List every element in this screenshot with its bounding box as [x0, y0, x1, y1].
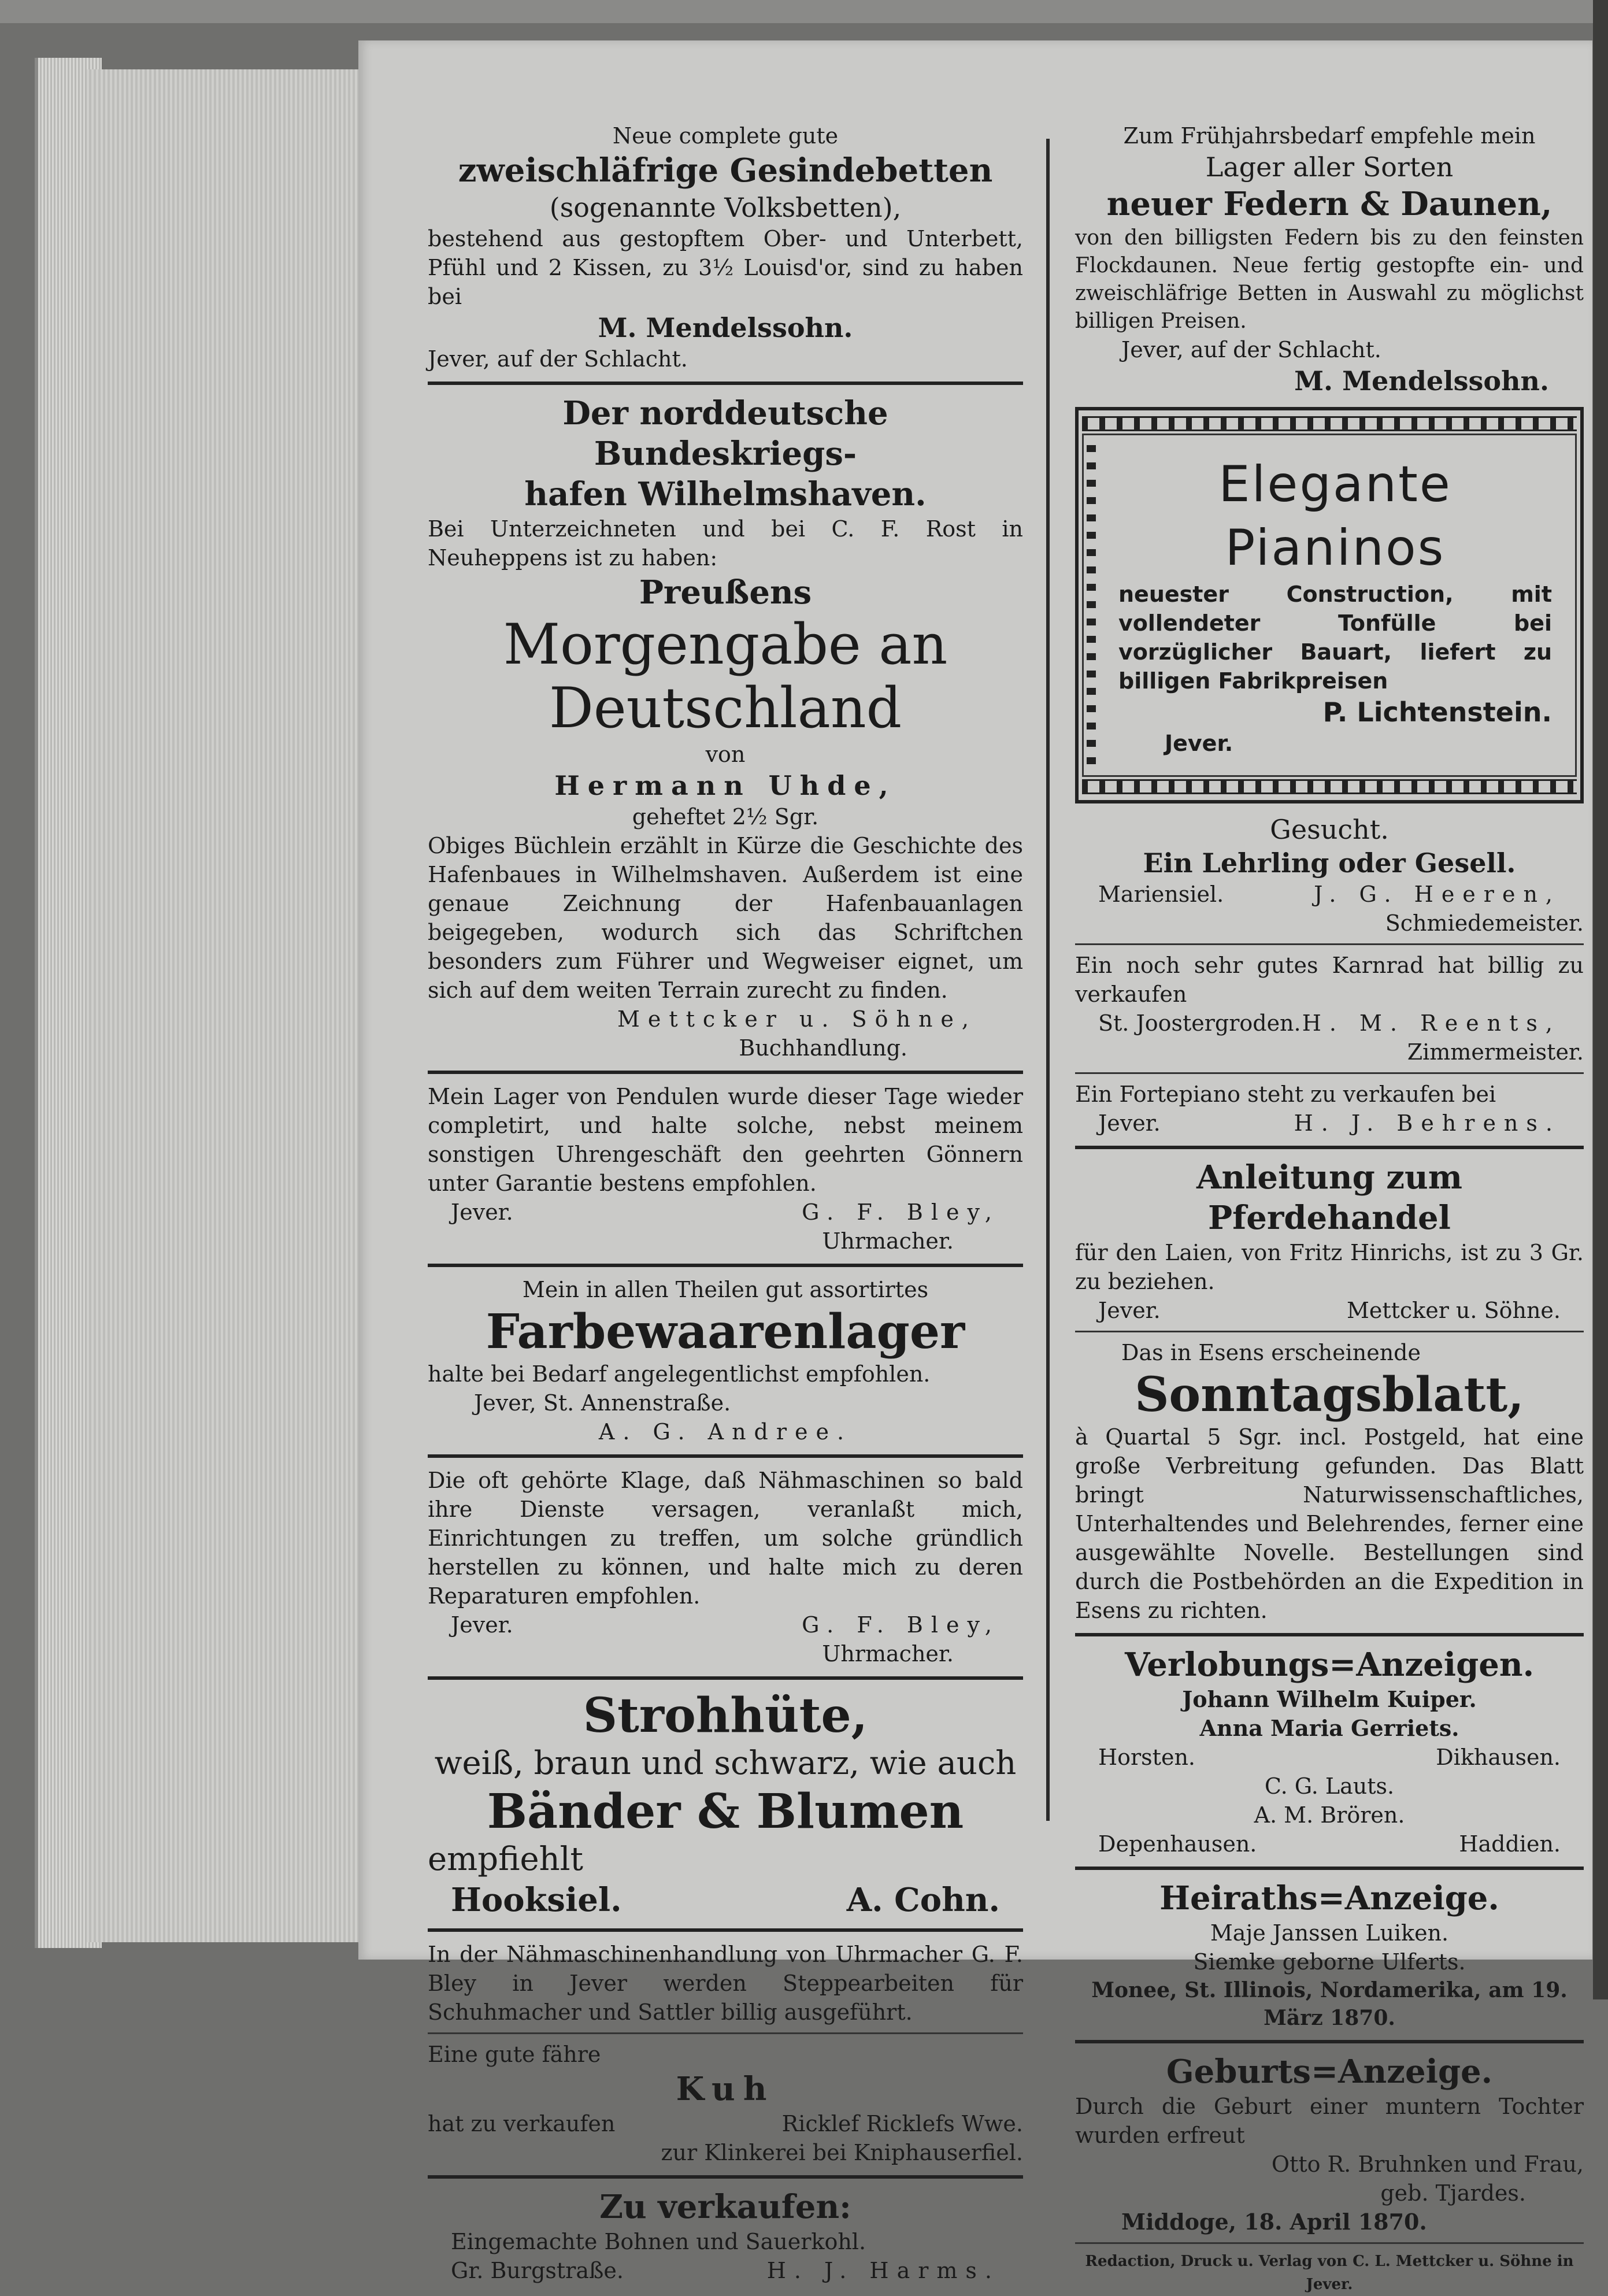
- ad-place: Horsten.: [1098, 1745, 1195, 1770]
- left-column: [428, 121, 1023, 2285]
- ad-name: M. Mendelssohn.: [1294, 365, 1549, 397]
- ad-title: Verlobungs=Anzeigen.: [1124, 1646, 1535, 1684]
- ad-sign-row: [1075, 1009, 1584, 1038]
- ad-place: Jever, St. Annenstraße.: [474, 1390, 731, 1416]
- ad-gesindebetten: [428, 121, 1023, 373]
- ad-federn: [1075, 121, 1584, 398]
- ad-sign-row: [428, 1880, 1023, 1920]
- ad-title: Bänder & Blumen: [487, 1784, 964, 1839]
- ad-line: Zum Frühjahrsbedarf empfehle mein: [1123, 123, 1536, 149]
- ad-text: halte bei Bedarf angelegentlichst empfohlen.: [428, 1361, 931, 1387]
- separator: [428, 382, 1023, 385]
- ornament-border: [1082, 416, 1577, 431]
- ad-naehmaschinen: [428, 1466, 1023, 1668]
- ad-sign-row: [428, 1610, 1023, 1639]
- ad-name: Ricklef Ricklefs Wwe.: [781, 2111, 1023, 2136]
- ad-place: Mariensiel.: [1098, 882, 1224, 907]
- ad-kuh: [428, 2040, 1023, 2167]
- ad-name: J. G. Heeren,: [1314, 882, 1561, 907]
- ad-heirath: [1075, 1878, 1584, 2032]
- separator: [428, 1454, 1023, 1458]
- ad-title: Der norddeutsche Bundeskriegs-: [562, 394, 888, 473]
- ad-trade: Uhrmacher.: [822, 1641, 954, 1667]
- ad-title: Lager aller Sorten: [1205, 151, 1454, 183]
- ad-name: A. M. Brören.: [1254, 1802, 1405, 1828]
- ad-place: Gr. Burgstraße.: [451, 2258, 624, 2283]
- ad-text: Mein Lager von Pendulen wurde dieser Tage wieder completirt, und halte solche, nebst meinem sonstigen Uhrengeschäft den geehrten Gönnern unter Garantie bestens empfohlen.: [428, 1084, 1023, 1196]
- ad-name: Maje Janssen Luiken.: [1210, 1920, 1449, 1946]
- ad-place: Haddien.: [1459, 1831, 1561, 1857]
- ad-text: In der Nähmaschinenhandlung von Uhrmacher G. F. Bley in Jever werden Steppearbeiten für Schuhmacher und Sattler billig ausgeführt.: [428, 1942, 1023, 2025]
- separator: [1075, 943, 1584, 945]
- separator: [1075, 1867, 1584, 1870]
- scan-top-band: [0, 0, 1608, 23]
- ad-text: Durch die Geburt einer muntern Tochter wurden erfreut: [1075, 2094, 1584, 2148]
- ad-signature: Mettcker u. Söhne,: [617, 1006, 977, 1032]
- separator: [428, 1071, 1023, 1074]
- ad-name: H. J. Behrens.: [1294, 1110, 1561, 1136]
- ad-pianinos: [1075, 407, 1584, 803]
- ad-name: H. J. Harms.: [766, 2258, 1000, 2283]
- ad-title: neuer Federn & Daunen,: [1106, 185, 1553, 223]
- ad-name: Anna Maria Gerriets.: [1199, 1715, 1459, 1741]
- ad-pendulen: [428, 1082, 1023, 1256]
- ad-place: Jever.: [1098, 1110, 1161, 1136]
- ad-name: Mettcker u. Söhne.: [1346, 1298, 1561, 1323]
- ad-pretitle: Preußens: [639, 573, 812, 612]
- ad-text: von den billigsten Federn bis zu den feinsten Flockdaunen. Neue fertig gestopfte ein- und zweischläfrige Betten in Auswahl zu möglichst billigen Preisen.: [1075, 226, 1584, 333]
- ad-text: Obiges Büchlein erzählt in Kürze die Geschichte des Hafenbaues in Wilhelmshaven. Außerdem ist eine genaue Zeichnung der Hafenbauanlagen beigegeben, wodurch sich das Schriftchen besonders zum Führer und Wegweiser eignet, um sich auf dem weiten Terrain zurecht zu finden.: [428, 833, 1023, 1003]
- ad-name: M. Mendelssohn.: [598, 312, 853, 343]
- ad-sign-row: [1075, 1296, 1584, 1325]
- ad-sign-row: [428, 1198, 1023, 1227]
- ad-trade: Zimmermeister.: [1407, 1039, 1584, 1065]
- separator: [428, 2175, 1023, 2179]
- ad-title: Ein Lehrling oder Gesell.: [1143, 847, 1516, 879]
- ad-place: Depenhausen.: [1098, 1831, 1257, 1857]
- ad-author: Hermann Uhde,: [554, 770, 896, 801]
- ad-title: Heiraths=Anzeige.: [1159, 1879, 1499, 1917]
- ad-place: Jever.: [1165, 731, 1233, 756]
- ad-text: bestehend aus gestopftem Ober- und Unterbett, Pfühl und 2 Kissen, zu 3½ Louisd'or, sind zu haben bei: [428, 226, 1023, 309]
- ad-zu-verkaufen: [428, 2187, 1023, 2285]
- ad-fortepiano: [1075, 1080, 1584, 1138]
- ad-title: Sonntagsblatt,: [1135, 1367, 1524, 1423]
- separator: [428, 2032, 1023, 2034]
- ad-name: H. M. Reents,: [1302, 1010, 1561, 1036]
- ad-name: geb. Tjardes.: [1380, 2180, 1526, 2206]
- ad-name: G. F. Bley,: [802, 1612, 1000, 1638]
- separator: [1075, 2040, 1584, 2043]
- ad-place: Jever, auf der Schlacht.: [428, 346, 688, 372]
- separator: [1075, 2242, 1584, 2244]
- ad-place-row: [1075, 1743, 1584, 1772]
- ad-place: Middoge, 18. April 1870.: [1121, 2209, 1427, 2235]
- ad-title: Gesucht.: [1270, 814, 1389, 845]
- ad-place: Jever.: [1098, 1298, 1161, 1323]
- ad-von: von: [705, 742, 746, 767]
- ad-geburt: [1075, 2051, 1584, 2236]
- ad-karnrad: [1075, 951, 1584, 1066]
- ad-gesucht: [1075, 813, 1584, 938]
- ad-line: Mein in allen Theilen gut assortirtes: [522, 1277, 929, 1302]
- ad-text: neuester Construction, mit vollendeter Tonfülle bei vorzüglicher Bauart, liefert zu billigen Fabrikpreisen: [1118, 582, 1552, 694]
- ad-name: Johann Wilhelm Kuiper.: [1182, 1686, 1477, 1712]
- ad-place: Dikhausen.: [1436, 1745, 1561, 1770]
- ad-trade: Uhrmacher.: [822, 1228, 954, 1254]
- scan-right-rim: [1593, 0, 1608, 1999]
- imprint: Redaction, Druck u. Verlag von C. L. Mettcker u. Söhne in Jever.: [1085, 2253, 1574, 2293]
- ad-line: weiß, braun und schwarz, wie auch: [434, 1745, 1017, 1782]
- ad-intro: Bei Unterzeichneten und bei C. F. Rost in Neuheppens ist zu haben:: [428, 516, 1023, 571]
- ad-place-row: [1075, 1830, 1584, 1858]
- right-column: [1075, 121, 1584, 2296]
- ad-book-title: Morgengabe an Deutschland: [503, 612, 948, 740]
- ad-title: Farbewaarenlager: [486, 1304, 965, 1360]
- ad-signature: Buchhandlung.: [739, 1035, 907, 1061]
- ad-title: Strohhüte,: [583, 1688, 868, 1743]
- ad-text: Die oft gehörte Klage, daß Nähmaschinen so bald ihre Dienste versagen, veranlaßt mich, Einrichtungen zu treffen, um solche gründlich herstellen zu können, und halte mich zu deren Reparaturen empfohlen.: [428, 1468, 1023, 1609]
- ad-sonntagsblatt: [1075, 1338, 1584, 1625]
- separator: [428, 1676, 1023, 1680]
- ad-place: Monee, St. Illinois, Nordamerika, am 19. März 1870.: [1091, 1978, 1568, 2030]
- ad-steppearbeiten: [428, 1940, 1023, 2027]
- ad-text: für den Laien, von Fritz Hinrichs, ist zu 3 Gr. zu beziehen.: [1075, 1240, 1584, 1294]
- ad-sign-row: [428, 2109, 1023, 2138]
- ad-name: G. F. Bley,: [802, 1199, 1000, 1225]
- ad-text: à Quartal 5 Sgr. incl. Postgeld, hat eine große Verbreitung gefunden. Das Blatt bringt Naturwissenschaftliches, Unterhaltendes und Belehrendes, ferner eine ausgewählte Novelle. Bestellungen sind durch die Postbehörden an die Expedition in Esens zu richten.: [1075, 1424, 1584, 1623]
- ad-name: A. Cohn.: [846, 1881, 1000, 1919]
- ad-name: Siemke geborne Ulferts.: [1193, 1949, 1466, 1975]
- ornament-border: [1087, 445, 1096, 765]
- ad-title: Geburts=Anzeige.: [1166, 2053, 1493, 2091]
- ad-text: Ein Fortepiano steht zu verkaufen bei: [1075, 1082, 1496, 1107]
- ad-frame: [1082, 434, 1577, 777]
- page-stack: [87, 69, 376, 1942]
- ad-sign-row: [1075, 1109, 1584, 1138]
- ad-title: zweischläfrige Gesindebetten: [458, 151, 993, 190]
- ad-name: Otto R. Bruhnken und Frau,: [1271, 2151, 1584, 2177]
- ad-left: hat zu verkaufen: [428, 2111, 616, 2136]
- separator: [428, 1928, 1023, 1932]
- ad-text: Eingemachte Bohnen und Sauerkohl.: [451, 2229, 866, 2254]
- ad-line: empfiehlt: [428, 1840, 584, 1878]
- ad-title: Elegante Pianinos: [1218, 456, 1452, 577]
- separator: [1075, 1146, 1584, 1149]
- ad-place: zur Klinkerei bei Kniphauserfiel.: [661, 2140, 1023, 2165]
- ad-subtitle: (sogenannte Volksbetten),: [549, 192, 902, 223]
- ad-line: Eine gute fähre: [428, 2042, 601, 2067]
- ad-verlobung: [1075, 1645, 1584, 1858]
- separator: [1075, 1331, 1584, 1332]
- ad-strohhuete: [428, 1688, 1023, 1920]
- ad-price: geheftet 2½ Sgr.: [632, 804, 819, 829]
- ad-title: Anleitung zum Pferdehandel: [1196, 1158, 1463, 1237]
- ad-place: Jever.: [451, 1199, 513, 1225]
- ad-title: hafen Wilhelmshaven.: [524, 475, 927, 513]
- ad-place: St. Joostergroden.: [1098, 1010, 1301, 1036]
- ad-wilhelmshaven: [428, 393, 1023, 1062]
- ad-place: Hooksiel.: [451, 1881, 622, 1919]
- ad-name: C. G. Lauts.: [1264, 1773, 1395, 1799]
- ad-place: Jever.: [451, 1612, 513, 1638]
- ad-title: Zu verkaufen:: [599, 2188, 851, 2226]
- ad-name: A. G. Andree.: [598, 1419, 853, 1445]
- ad-name: P. Lichtenstein.: [1322, 697, 1552, 728]
- separator: [1075, 1633, 1584, 1636]
- ad-line: Das in Esens erscheinende: [1121, 1340, 1421, 1365]
- ad-sign-row: [428, 2256, 1023, 2285]
- column-divider: [1046, 139, 1050, 1821]
- separator: [1075, 1072, 1584, 1074]
- ornament-border: [1082, 779, 1577, 794]
- ad-text: Ein noch sehr gutes Karnrad hat billig zu verkaufen: [1075, 953, 1584, 1007]
- ad-place: Jever, auf der Schlacht.: [1121, 337, 1381, 362]
- ad-trade: Schmiedemeister.: [1385, 910, 1584, 936]
- ad-farbewaaren: [428, 1275, 1023, 1446]
- separator: [428, 1264, 1023, 1267]
- ad-pferdehandel: [1075, 1157, 1584, 1325]
- ad-title: Kuh: [676, 2070, 775, 2108]
- ad-line: Neue complete gute: [612, 123, 839, 149]
- ad-sign-row: [1075, 880, 1584, 909]
